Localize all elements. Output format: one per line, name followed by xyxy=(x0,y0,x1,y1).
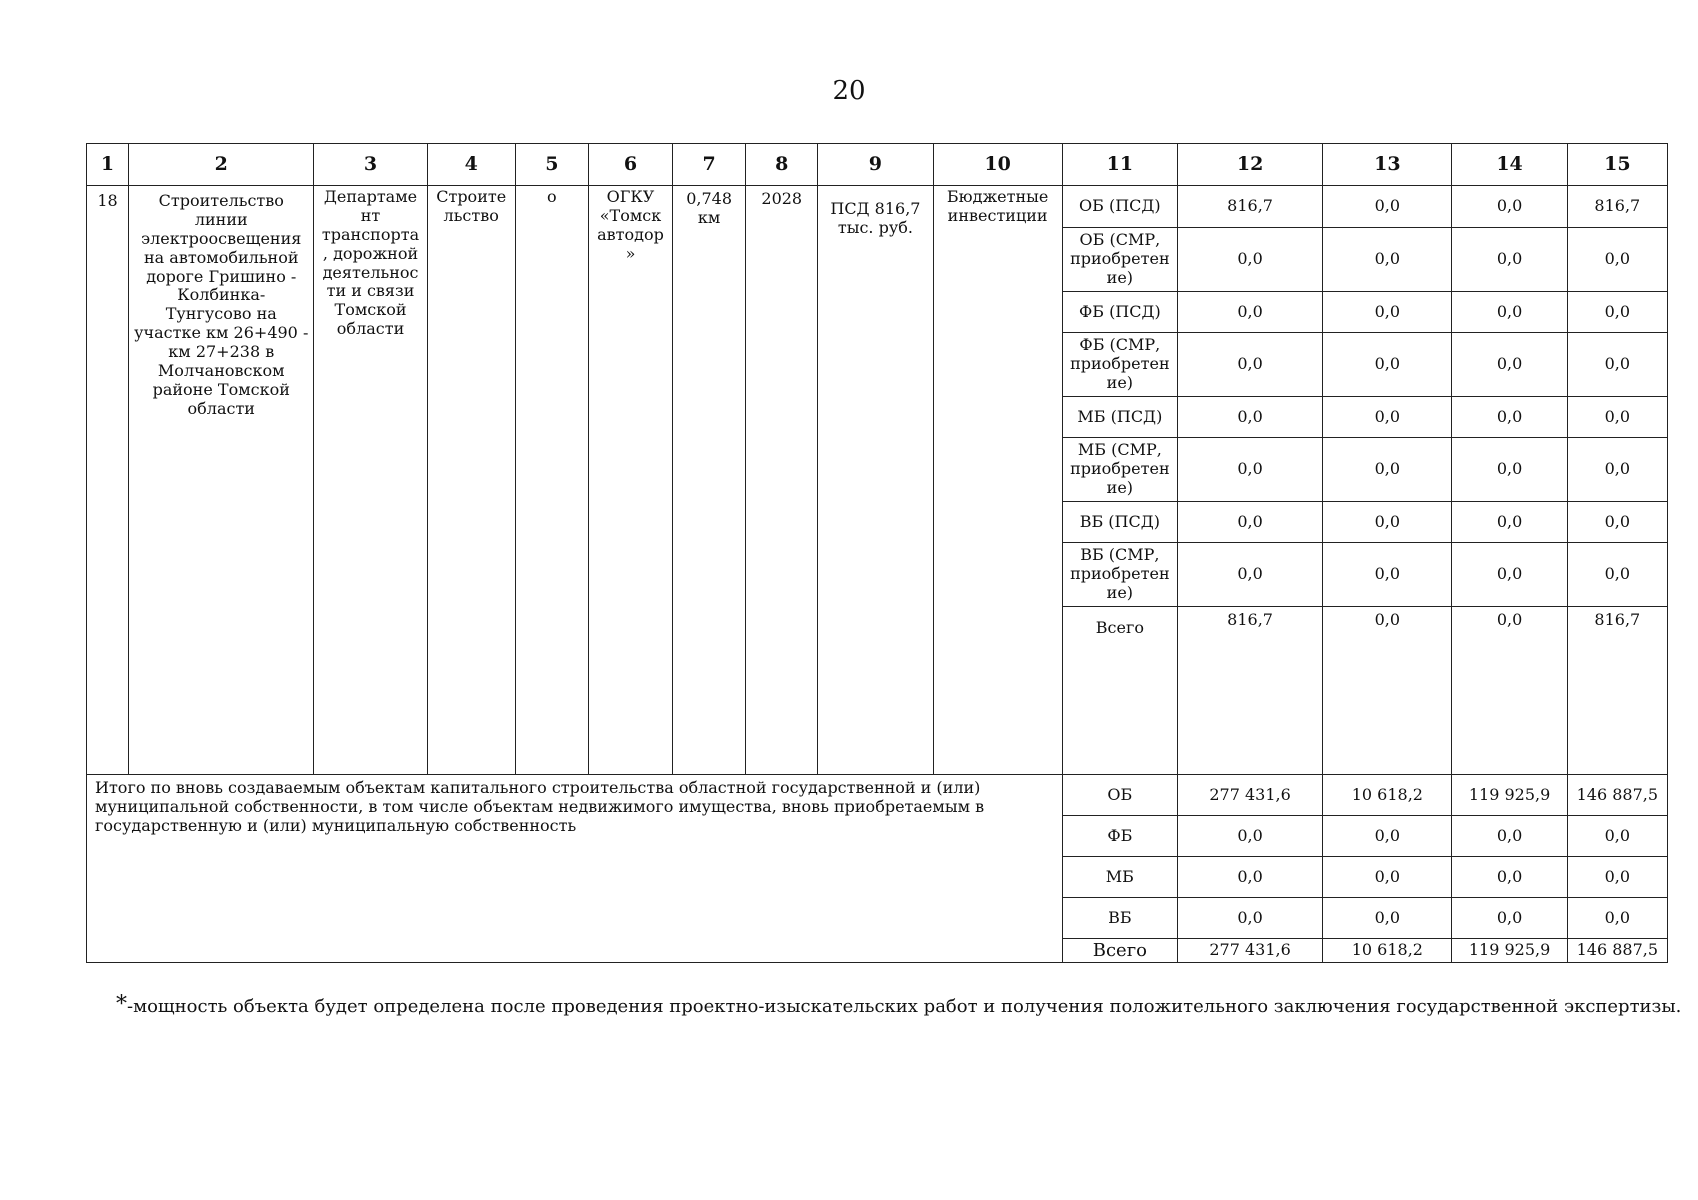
capacity: 0,748 км xyxy=(673,186,746,775)
row-number: 18 xyxy=(87,186,129,775)
value-cell: 0,0 xyxy=(1452,186,1567,228)
value-cell: 0,0 xyxy=(1177,502,1322,543)
total-value-cell: 0,0 xyxy=(1177,898,1322,939)
source-label: ВБ (ПСД) xyxy=(1062,502,1177,543)
value-cell: 0,0 xyxy=(1177,438,1322,502)
footnote xyxy=(116,992,1682,1021)
total-value-cell: 277 431,6 xyxy=(1177,775,1322,816)
value-cell: 0,0 xyxy=(1177,228,1322,292)
value-cell: 0,0 xyxy=(1567,438,1667,502)
value-cell: 0,0 xyxy=(1567,543,1667,607)
header-cell: 6 xyxy=(588,144,672,186)
value-cell: 0,0 xyxy=(1323,543,1452,607)
value-cell: 0,0 xyxy=(1452,543,1567,607)
total-source-label: Всего xyxy=(1062,939,1177,963)
value-cell: 0,0 xyxy=(1567,292,1667,333)
total-value-cell: 146 887,5 xyxy=(1567,775,1667,816)
total-row xyxy=(87,775,1668,816)
value-cell: 0,0 xyxy=(1567,502,1667,543)
value-cell: 816,7 xyxy=(1177,607,1322,775)
total-value-cell: 146 887,5 xyxy=(1567,939,1667,963)
value-cell: 0,0 xyxy=(1452,438,1567,502)
source-label: Всего xyxy=(1062,607,1177,775)
customer: Департаме нт транспорта , дорожной деятельнос ти и связи Томской области xyxy=(314,186,427,775)
value-cell: 0,0 xyxy=(1323,228,1452,292)
value-cell: 0,0 xyxy=(1323,607,1452,775)
year: 2028 xyxy=(746,186,818,775)
investment-type: Бюджетные инвестиции xyxy=(933,186,1062,775)
header-row xyxy=(87,144,1668,186)
source-label: ФБ (СМР, приобретен ие) xyxy=(1062,333,1177,397)
total-value-cell: 0,0 xyxy=(1452,857,1567,898)
value-cell: 0,0 xyxy=(1452,502,1567,543)
header-cell: 11 xyxy=(1062,144,1177,186)
footnote-mark: * xyxy=(116,992,127,1017)
header-cell: 1 xyxy=(87,144,129,186)
value-cell: 0,0 xyxy=(1323,333,1452,397)
source-label: ОБ (ПСД) xyxy=(1062,186,1177,228)
object-name: Строительство линии электроосвещения на автомобильной дороге Гришино - Колбинка- Тунгусово на участке км 26+490 - км 27+238 в Молчановском районе Томской области xyxy=(129,186,314,775)
total-source-label: ОБ xyxy=(1062,775,1177,816)
total-value-cell: 0,0 xyxy=(1323,816,1452,857)
value-cell: 0,0 xyxy=(1323,397,1452,438)
value-cell: 0,0 xyxy=(1177,333,1322,397)
header-cell: 13 xyxy=(1323,144,1452,186)
value-cell: 816,7 xyxy=(1177,186,1322,228)
col5-value: о xyxy=(515,186,588,775)
total-value-cell: 0,0 xyxy=(1323,857,1452,898)
value-cell: 0,0 xyxy=(1177,397,1322,438)
value-cell: 0,0 xyxy=(1452,333,1567,397)
header-cell: 10 xyxy=(933,144,1062,186)
value-cell: 0,0 xyxy=(1452,228,1567,292)
source-label: МБ (ПСД) xyxy=(1062,397,1177,438)
total-value-cell: 0,0 xyxy=(1567,857,1667,898)
work-type: Строите льство xyxy=(427,186,515,775)
total-value-cell: 0,0 xyxy=(1452,898,1567,939)
total-value-cell: 277 431,6 xyxy=(1177,939,1322,963)
total-value-cell: 10 618,2 xyxy=(1323,939,1452,963)
value-cell: 0,0 xyxy=(1567,333,1667,397)
page-number: 20 xyxy=(832,76,866,106)
value-cell: 816,7 xyxy=(1567,607,1667,775)
total-source-label: ВБ xyxy=(1062,898,1177,939)
value-cell: 0,0 xyxy=(1323,292,1452,333)
total-value-cell: 0,0 xyxy=(1452,816,1567,857)
header-cell: 2 xyxy=(129,144,314,186)
value-cell: 0,0 xyxy=(1323,502,1452,543)
total-source-label: ФБ xyxy=(1062,816,1177,857)
total-value-cell: 119 925,9 xyxy=(1452,775,1567,816)
header-cell: 8 xyxy=(746,144,818,186)
value-cell: 0,0 xyxy=(1452,397,1567,438)
value-cell: 0,0 xyxy=(1323,186,1452,228)
header-cell: 15 xyxy=(1567,144,1667,186)
source-label: МБ (СМР, приобретен ие) xyxy=(1062,438,1177,502)
total-value-cell: 10 618,2 xyxy=(1323,775,1452,816)
footnote-text: -мощность объекта будет определена после проведения проектно-изыскательских работ и получения положительного заключения государственной экспертизы. xyxy=(127,996,1682,1017)
total-value-cell: 119 925,9 xyxy=(1452,939,1567,963)
total-value-cell: 0,0 xyxy=(1177,816,1322,857)
value-cell: 0,0 xyxy=(1567,228,1667,292)
source-label: ФБ (ПСД) xyxy=(1062,292,1177,333)
total-value-cell: 0,0 xyxy=(1323,898,1452,939)
total-description: Итого по вновь создаваемым объектам капитального строительства областной государственной и (или) муниципальной собственности, в том числе объектам недвижимого имущества, вновь приобретаемым в государственную и (или) муниципальную собственность xyxy=(87,775,1063,963)
header-cell: 3 xyxy=(314,144,427,186)
total-value-cell: 0,0 xyxy=(1567,816,1667,857)
total-source-label: МБ xyxy=(1062,857,1177,898)
header-cell: 14 xyxy=(1452,144,1567,186)
header-cell: 9 xyxy=(818,144,933,186)
value-cell: 0,0 xyxy=(1567,397,1667,438)
table-row xyxy=(87,186,1668,228)
value-cell: 0,0 xyxy=(1452,607,1567,775)
total-value-cell: 0,0 xyxy=(1567,898,1667,939)
total-value-cell: 0,0 xyxy=(1177,857,1322,898)
cost: ПСД 816,7 тыс. руб. xyxy=(818,186,933,775)
executor: ОГКУ «Томск автодор » xyxy=(588,186,672,775)
source-label: ОБ (СМР, приобретен ие) xyxy=(1062,228,1177,292)
header-cell: 4 xyxy=(427,144,515,186)
source-label: ВБ (СМР, приобретен ие) xyxy=(1062,543,1177,607)
header-cell: 5 xyxy=(515,144,588,186)
value-cell: 816,7 xyxy=(1567,186,1667,228)
header-cell: 12 xyxy=(1177,144,1322,186)
value-cell: 0,0 xyxy=(1323,438,1452,502)
value-cell: 0,0 xyxy=(1452,292,1567,333)
value-cell: 0,0 xyxy=(1177,292,1322,333)
header-cell: 7 xyxy=(673,144,746,186)
value-cell: 0,0 xyxy=(1177,543,1322,607)
investment-table xyxy=(86,143,1668,963)
